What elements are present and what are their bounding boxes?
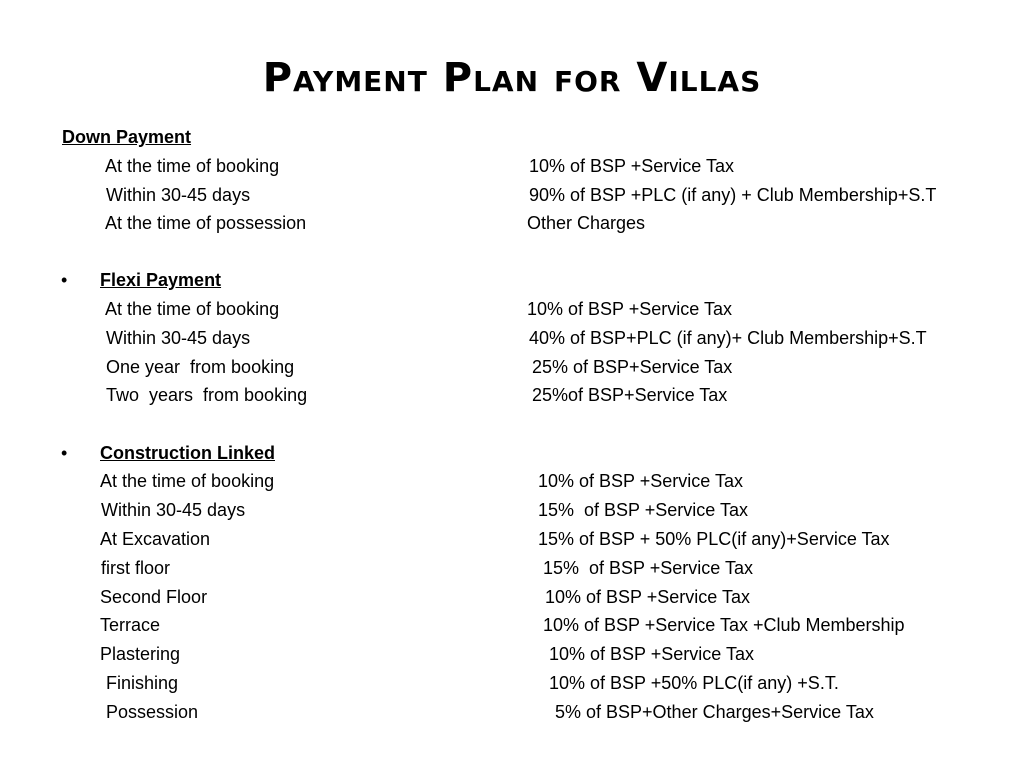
- construction-value-2: 15% of BSP +Service Tax: [538, 500, 748, 520]
- flexi-payment-label-4: Two years from booking: [106, 385, 308, 405]
- flexi-payment-heading: Flexi Payment: [100, 270, 222, 290]
- flexi-payment-label-1: At the time of booking: [105, 299, 280, 319]
- flexi-payment-value-4: 25%of BSP+Service Tax: [532, 385, 728, 405]
- construction-label-2: Within 30-45 days: [101, 500, 246, 520]
- construction-label-8: Finishing: [106, 673, 179, 693]
- down-payment-label-3: At the time of possession: [105, 213, 307, 233]
- down-payment-label-1: At the time of booking: [105, 156, 280, 176]
- construction-value-5: 10% of BSP +Service Tax: [545, 587, 750, 607]
- construction-value-1: 10% of BSP +Service Tax: [538, 471, 743, 491]
- flexi-payment-label-3: One year from booking: [106, 357, 295, 377]
- down-payment-label-2: Within 30-45 days: [106, 185, 251, 205]
- construction-label-4: first floor: [101, 558, 171, 578]
- construction-label-7: Plastering: [100, 644, 181, 664]
- construction-label-3: At Excavation: [100, 529, 211, 549]
- construction-value-8: 10% of BSP +50% PLC(if any) +S.T.: [549, 673, 839, 693]
- construction-label-9: Possession: [106, 702, 199, 722]
- construction-label-6: Terrace: [100, 615, 161, 635]
- down-payment-value-2: 90% of BSP +PLC (if any) + Club Membership+S.T: [529, 185, 937, 205]
- construction-value-3: 15% of BSP + 50% PLC(if any)+Service Tax: [538, 529, 890, 549]
- flexi-payment-value-2: 40% of BSP+PLC (if any)+ Club Membership+S.T: [529, 328, 927, 348]
- page-title: Payment Plan for Villas: [262, 55, 762, 101]
- construction-label-5: Second Floor: [100, 587, 208, 607]
- down-payment-heading: Down Payment: [62, 127, 192, 147]
- construction-value-6: 10% of BSP +Service Tax +Club Membership: [543, 615, 905, 635]
- construction-linked-heading: Construction Linked: [100, 443, 275, 463]
- flexi-payment-value-1: 10% of BSP +Service Tax: [527, 299, 732, 319]
- down-payment-value-3: Other Charges: [527, 213, 646, 233]
- flexi-payment-value-3: 25% of BSP+Service Tax: [532, 357, 733, 377]
- flexi-payment-label-2: Within 30-45 days: [106, 328, 251, 348]
- construction-label-1: At the time of booking: [100, 471, 275, 491]
- bullet-icon: •: [61, 443, 68, 463]
- construction-value-7: 10% of BSP +Service Tax: [549, 644, 754, 664]
- down-payment-value-1: 10% of BSP +Service Tax: [529, 156, 734, 176]
- bullet-icon: •: [61, 270, 68, 290]
- construction-value-9: 5% of BSP+Other Charges+Service Tax: [555, 702, 874, 722]
- construction-value-4: 15% of BSP +Service Tax: [543, 558, 753, 578]
